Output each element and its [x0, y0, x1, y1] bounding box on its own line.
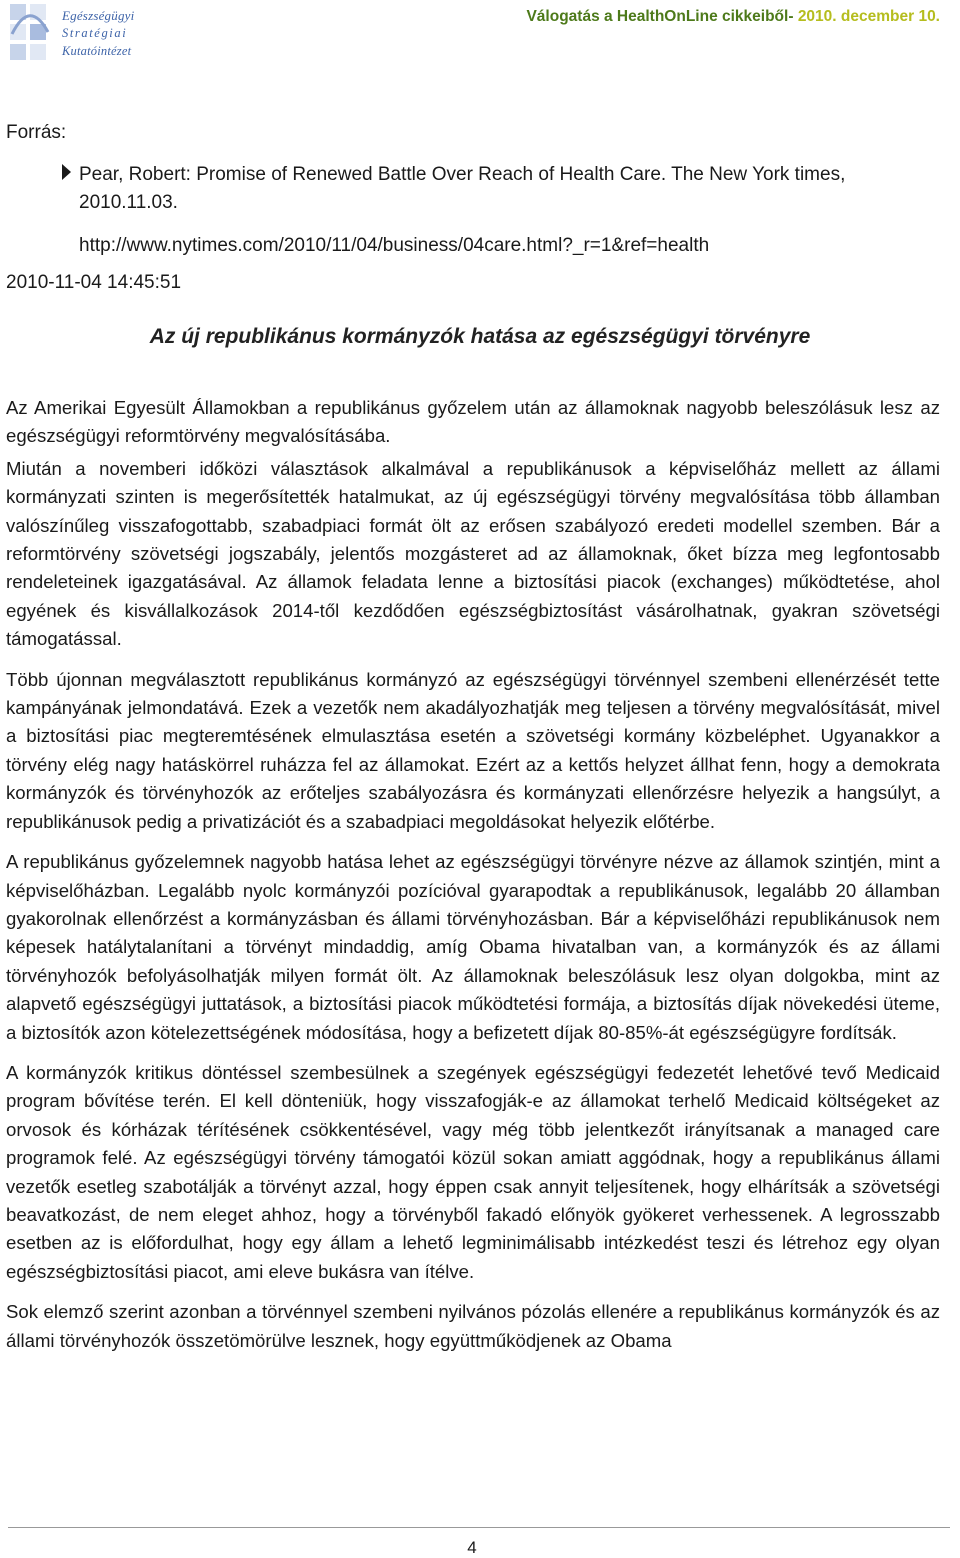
- article-paragraph-3: A republikánus győzelemnek nagyobb hatása lehet az egészségügyi törvényre nézve az államok szintjén, mint a képviselőházban. Legalább nyolc kormányzói pozícióval gyarapodtak a republikánusok, legalább 20 államban gyakorolnak ellenőrzést a kormányzásban és állami törvényhozásban. Bár a képviselőházi republikánusok nem képesek hatálytalanítani a törvényt mindaddig, amíg Obama hivatalban van, a kormányzók és az állami törvényhozók befolyásolhatják milyen formát ölt. Az államoknak beleszólásuk lesz olyan dolgokba, mint az alapvető egészségügyi juttatások, a biztosítási piacok működtetési formája, a biztosítás díjak növekedési üteme, a biztosítók azon kötelezettségének módosítása, hogy a befizetett díjak 80-85%-át egészségügyre fordítsák.: [6, 851, 940, 1043]
- logo-text-line2: Stratégiai: [62, 26, 128, 40]
- header-collection-title: Válogatás a HealthOnLine cikkeiből-: [526, 8, 794, 25]
- header-date: 2010. december 10.: [797, 8, 940, 25]
- source-citation-block: [79, 161, 941, 260]
- logo-emblem-icon: [10, 4, 56, 60]
- page-number: 4: [467, 1538, 477, 1557]
- article-body: [6, 394, 940, 1367]
- logo-text-line3: Kutatóintézet: [62, 44, 132, 58]
- source-label: Forrás:: [6, 122, 67, 143]
- article-lead: Az Amerikai Egyesült Államokban a republikánus győzelem után az államoknak nagyobb beleszólásuk lesz az egészségügyi reformtörvény megvalósításába.: [6, 397, 940, 447]
- article-timestamp: 2010-11-04 14:45:51: [6, 272, 182, 293]
- article-paragraph-1: Miután a novemberi időközi választások alkalmával a republikánusok a képviselőház mellett az állami kormányzati szinten is megerősítették hatalmukat, az új egészségügyi törvény megvalósítása több államban valószínűleg visszafogottabb, szabadpiaci formát ölt az erősen szabályozó eredeti modellel szemben. Bár a reformtörvény szövetségi jogszabály, jelentős mozgásteret ad az államoknak, őket bízza meg legfontosabb rendeleteinek igazgatásával. Az államok feladata lenne a biztosítási piacok (exchanges) működtetése, ahol egyének és kisvállalkozások 2014-től kezdődően egészségbiztosítást vásárolhatnak, gyakran szövetségi támogatással.: [6, 457, 940, 650]
- header-title: [526, 8, 940, 26]
- source-citation: Pear, Robert: Promise of Renewed Battle Over Reach of Health Care. The New York times, 2010.11.03.: [79, 164, 846, 213]
- institute-logo: [10, 4, 160, 64]
- bullet-arrow-icon: [62, 164, 71, 180]
- logo-text-line1: Egészségügyi: [62, 8, 135, 23]
- article-title: Az új republikánus kormányzók hatása az egészségügyi törvényre: [149, 325, 811, 348]
- article-paragraph-2: Több újonnan megválasztott republikánus kormányzó az egészségügyi törvénnyel szembeni ellenérzését tette kampányának jelmondatává. Ezek a vezetők nem akadályozhatják meg teljesen a törvény megvalósítását, mivel a biztosítási piac megteremtésének elmulasztása esetén a szövetségi kormány közbeléphet. Ugyanakkor a törvény elég nagy hatáskörrel ruházza fel az államokat. Ezért az a kettős helyzet állhat fenn, hogy a demokrata kormányzók és törvényhozók az erőteljes szabályozásra és kormányzati ellenőrzésre helyezik a hangsúlyt, a republikánusok pedig a privatizációt és a szabadpiaci megoldásokat helyezik előtérbe.: [6, 668, 940, 832]
- article-paragraph-5: Sok elemző szerint azonban a törvénnyel szembeni nyilvános pózolás ellenére a republikánus kormányzók és az állami törvényhozók összetömörülve lesznek, hogy együttműködjenek az Obama: [6, 1301, 940, 1351]
- page-header: [0, 0, 960, 68]
- source-url[interactable]: http://www.nytimes.com/2010/11/04/business/04care.html?_r=1&ref=health: [79, 235, 710, 256]
- footer-divider: [8, 1527, 950, 1528]
- article-paragraph-4: A kormányzók kritikus döntéssel szembesülnek a szegények egészségügyi fedezetét lehetővé tevő Medicaid program bővítése terén. El kell dönteniük, hogy visszafogják-e az államokat terhelő Medicaid költségeket az orvosok és kórházak térítésének csökkentésével, vagy még több jelentkezőt irányítsanak a managed care programok felé. Az egészségügyi törvény támogatói közül sokan amiatt aggódnak, hogy a republikánus állami vezetők esetleg szabotálják a törvényt azzal, hogy éppen csak annyit teljesítenek, hogy elhárítsák a szövetségi beavatkozást, de nem eleget ahhoz, hogy a törvényből fakadó előnyök gyökeret verhessenek. A legrosszabb esetben az is előfordulhat, hogy egy állam a lehető legminimálisabb intézkedést teszi és létrehoz egy olyan egészségbiztosítási piacot, ami eleve bukásra van ítélve.: [6, 1061, 940, 1282]
